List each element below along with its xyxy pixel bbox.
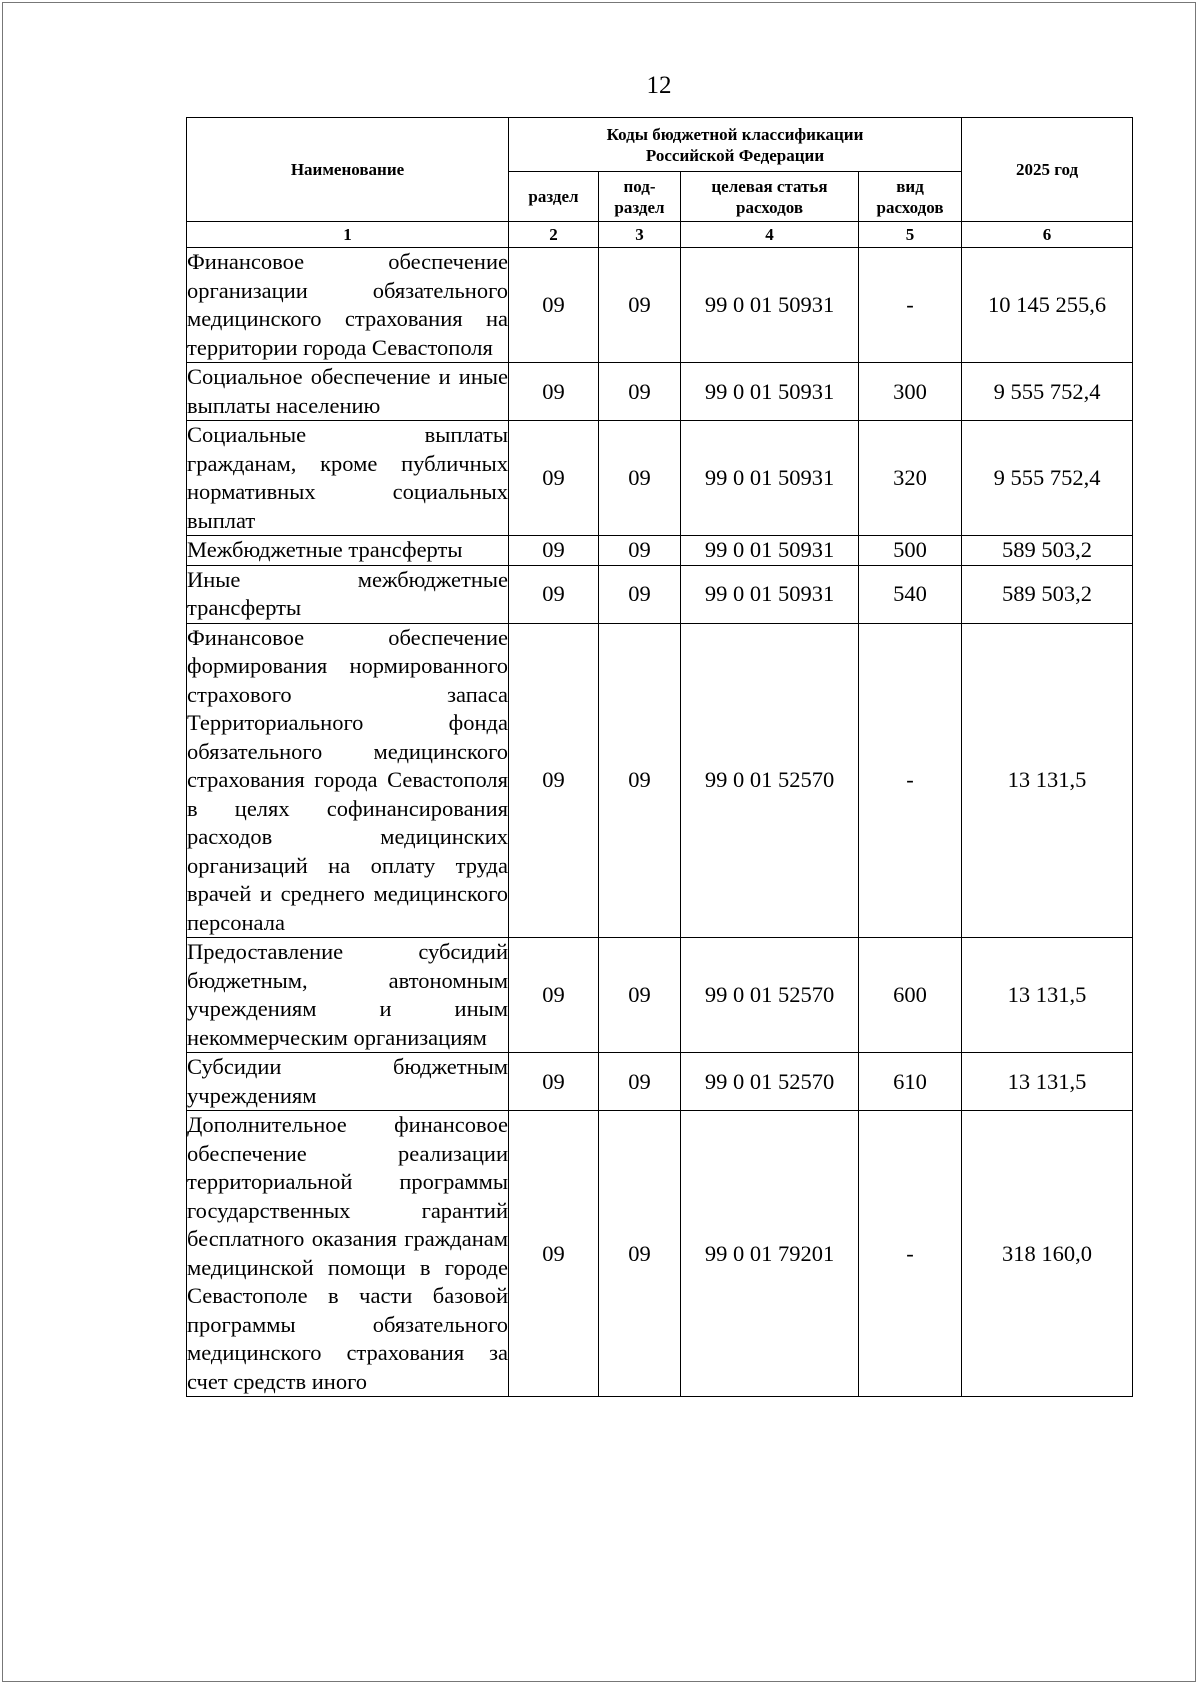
column-number: 3	[599, 222, 681, 248]
column-number: 5	[859, 222, 962, 248]
row-subsection: 09	[599, 1053, 681, 1111]
row-section: 09	[509, 1111, 599, 1397]
table-row	[187, 363, 1133, 421]
row-section: 09	[509, 1053, 599, 1111]
row-expense-type: 320	[859, 421, 962, 536]
column-number: 1	[187, 222, 509, 248]
table-row	[187, 1111, 1133, 1397]
page-number: 12	[646, 72, 672, 99]
row-expense-type: -	[859, 1111, 962, 1397]
row-name: Межбюджетные трансферты	[187, 536, 509, 566]
budget-table	[186, 117, 1133, 1397]
table-row	[187, 536, 1133, 566]
row-amount: 13 131,5	[962, 623, 1133, 938]
row-section: 09	[509, 565, 599, 623]
column-number: 6	[962, 222, 1133, 248]
row-section: 09	[509, 938, 599, 1053]
row-target-item: 99 0 01 50931	[681, 248, 859, 363]
row-target-item: 99 0 01 50931	[681, 421, 859, 536]
row-target-item: 99 0 01 52570	[681, 1053, 859, 1111]
header-subsection: под- раздел	[599, 172, 681, 222]
row-expense-type: 300	[859, 363, 962, 421]
row-expense-type: 610	[859, 1053, 962, 1111]
header-section: раздел	[509, 172, 599, 222]
row-section: 09	[509, 623, 599, 938]
row-subsection: 09	[599, 1111, 681, 1397]
row-section: 09	[509, 536, 599, 566]
row-name: Предоставление субсидий бюджетным, автономным учреждениям и иным некоммерческим организациям	[187, 938, 509, 1053]
row-expense-type: -	[859, 248, 962, 363]
table-row	[187, 1053, 1133, 1111]
row-target-item: 99 0 01 52570	[681, 938, 859, 1053]
row-name: Финансовое обеспечение организации обязательного медицинского страхования на территории города Севастополя	[187, 248, 509, 363]
row-expense-type: 500	[859, 536, 962, 566]
row-target-item: 99 0 01 50931	[681, 536, 859, 566]
header-target-item: целевая статья расходов	[681, 172, 859, 222]
header-codes-group: Коды бюджетной классификации Российской Федерации	[509, 118, 962, 172]
table-row	[187, 565, 1133, 623]
row-expense-type: 600	[859, 938, 962, 1053]
row-expense-type: -	[859, 623, 962, 938]
table-row	[187, 248, 1133, 363]
row-subsection: 09	[599, 421, 681, 536]
table-row	[187, 623, 1133, 938]
row-subsection: 09	[599, 248, 681, 363]
row-target-item: 99 0 01 50931	[681, 363, 859, 421]
row-expense-type: 540	[859, 565, 962, 623]
row-amount: 318 160,0	[962, 1111, 1133, 1397]
row-name: Социальные выплаты гражданам, кроме публичных нормативных социальных выплат	[187, 421, 509, 536]
row-section: 09	[509, 363, 599, 421]
row-section: 09	[509, 248, 599, 363]
row-target-item: 99 0 01 50931	[681, 565, 859, 623]
column-number: 4	[681, 222, 859, 248]
header-year: 2025 год	[962, 118, 1133, 222]
row-name: Финансовое обеспечение формирования нормированного страхового запаса Территориального фонда обязательного медицинского страхования города Севастополя в целях софинансирования расходов медицинских организаций на оплату труда врачей и среднего медицинского персонала	[187, 623, 509, 938]
header-expense-type: вид расходов	[859, 172, 962, 222]
row-amount: 9 555 752,4	[962, 363, 1133, 421]
row-name: Иные межбюджетные трансферты	[187, 565, 509, 623]
table-row	[187, 421, 1133, 536]
row-target-item: 99 0 01 79201	[681, 1111, 859, 1397]
row-subsection: 09	[599, 623, 681, 938]
header-name: Наименование	[187, 118, 509, 222]
row-amount: 10 145 255,6	[962, 248, 1133, 363]
table-row	[187, 938, 1133, 1053]
row-subsection: 09	[599, 536, 681, 566]
row-section: 09	[509, 421, 599, 536]
row-amount: 13 131,5	[962, 1053, 1133, 1111]
column-number: 2	[509, 222, 599, 248]
row-amount: 9 555 752,4	[962, 421, 1133, 536]
row-amount: 13 131,5	[962, 938, 1133, 1053]
row-subsection: 09	[599, 938, 681, 1053]
row-name: Социальное обеспечение и иные выплаты населению	[187, 363, 509, 421]
row-subsection: 09	[599, 565, 681, 623]
row-target-item: 99 0 01 52570	[681, 623, 859, 938]
row-subsection: 09	[599, 363, 681, 421]
row-amount: 589 503,2	[962, 565, 1133, 623]
row-name: Дополнительное финансовое обеспечение реализации территориальной программы государственных гарантий бесплатного оказания гражданам медицинской помощи в городе Севастополе в части базовой программы обязательного медицинского страхования за счет средств иного	[187, 1111, 509, 1397]
row-name: Субсидии бюджетным учреждениям	[187, 1053, 509, 1111]
row-amount: 589 503,2	[962, 536, 1133, 566]
